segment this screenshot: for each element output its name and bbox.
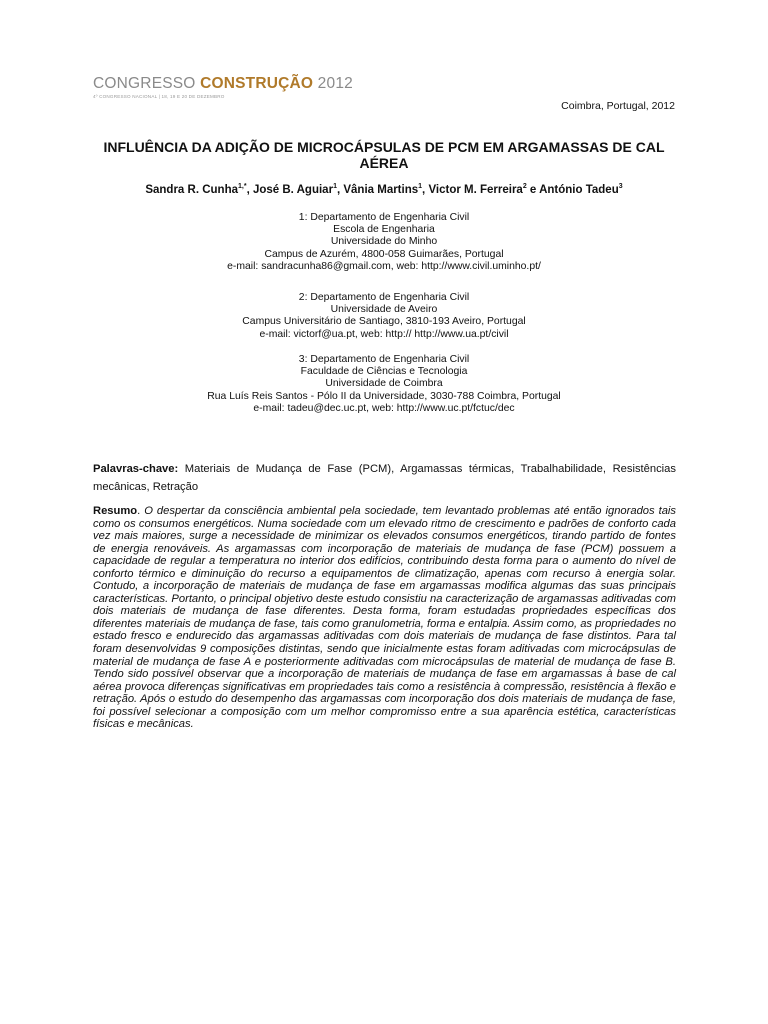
affiliation-dept: 1: Departamento de Engenharia Civil xyxy=(298,212,470,223)
affiliation-contact: e-mail: tadeu@dec.uc.pt, web: http://www.uc.pt/fctuc/dec xyxy=(253,402,515,414)
affiliation-2 xyxy=(60,292,708,341)
location-date: Coimbra, Portugal, 2012 xyxy=(561,100,675,112)
author: Vânia Martins$^1$ xyxy=(343,183,423,196)
affiliation-dept: 3: Departamento de Engenharia Civil xyxy=(298,354,470,365)
author-list: Sandra R. Cunha$^{1,*}$, José B. Aguiar$^1$, Vânia Martins$^1$, Victor M. Ferreira$^2$ e António Tadeu$^3$ xyxy=(145,183,623,196)
affiliation-3 xyxy=(60,354,708,415)
abstract-text: O despertar da consciência ambiental pela sociedade, tem levantado problemas até então ignorados tais como os consumos energéticos. Numa sociedade com um elevado ritmo de crescimento e padrões de conforto cada vez mais maiores, surge a necessidade de minimizar os elevados consumos energéticos, tirando partido de fontes de energia renováveis. As argamassas com incorporação de materiais de mudança de fase (PCM) possuem a capacidade de regular a temperatura no interior dos edifícios, contribuindo desta forma para o aumento do nível de conforto térmico e diminuição do recurso a equipamentos de climatização, apenas com recurso à energia solar. Contudo, a incorporação de materiais de mudança de fase em argamassas modifica algumas das suas principais características. Portanto, o principal objetivo deste estudo consistiu na caracterização de argamassas aditivadas com dois materiais de mudança de fase diferentes. Desta forma, foram estudadas propriedades específicas dos diferentes materiais de mudança de fase, tais como granulometria, forma e entalpia. Assim como, as propriedades no estado fresco e endurecido das argamassas aditivadas com dois materiais de mudança de fase distintos. Para tal foram desenvolvidas 9 composições distintas, sendo que inicialmente estas foram aditivadas com microcápsulas de material de mudança de fase A e posteriormente aditivadas com microcápsulas de material de mudança de fase B. Tendo sido possível observar que a incorporação de materiais de mudança de fase em argamassas à base de cal aérea provoca diferenças significativas em propriedades tais como a resistência à compressão, resistência à flexão e retração. Após o estudo do desempenho das argamassas com incorporação dos dois materiais de mudança de fase, foi possível selecionar a composição com um melhor compromisso entre a sua aparência estética, características físicas e mecânicas. xyxy=(93,505,677,731)
affiliation-address: Rua Luís Reis Santos - Pólo II da Universidade, 3030-788 Coimbra, Portugal xyxy=(207,390,561,402)
affiliation-school: Faculdade de Ciências e Tecnologia xyxy=(300,366,468,378)
keywords-text: Materiais de Mudança de Fase (PCM), Argamassas térmicas, Trabalhabilidade, Resistências mecânicas, Retração xyxy=(93,463,676,493)
author: Sandra R. Cunha$^{1,*}$ xyxy=(145,183,247,196)
keywords-label: Palavras-chave: xyxy=(93,463,179,475)
author: António Tadeu$^3$ xyxy=(539,183,623,196)
author: Victor M. Ferreira$^2$ xyxy=(428,183,527,196)
affiliation-school: Escola de Engenharia xyxy=(333,224,435,236)
abstract-label: Resumo xyxy=(93,505,138,517)
logo-wordmark: CONGRESSO CONSTRUÇÃO 2012 xyxy=(93,75,353,92)
abstract-paragraph: Resumo. O despertar da consciência ambiental pela sociedade, tem levantado problemas até então ignorados tais como os consumos energéticos. Numa sociedade com um elevado ritmo de crescimento e padrões de conforto cada vez mais maiores, surge a necessidade de minimizar os elevados consumos energéticos, tirando partido de fontes de energia renováveis. As argamassas com incorporação de materiais de mudança de fase (PCM) possuem a capacidade de regular a temperatura no interior dos edifícios, contribuindo desta forma para o aumento do nível de conforto térmico e diminuição do recurso a equipamentos de climatização, apenas com recurso à energia solar. Contudo, a incorporação de materiais de mudança de fase em argamassas modifica algumas das suas principais características. Portanto, o principal objetivo deste estudo consistiu na caracterização de argamassas aditivadas com dois materiais de mudança de fase diferentes. Desta forma, foram estudadas propriedades específicas dos diferentes materiais de mudança de fase, tais como granulometria, forma e entalpia. Assim como, as propriedades no estado fresco e endurecido das argamassas aditivadas com dois materiais de mudança de fase distintos. Para tal foram desenvolvidas 9 composições distintas, sendo que inicialmente estas foram aditivadas com microcápsulas de material de mudança de fase A e posteriormente aditivadas com microcápsulas de material de mudança de fase B. Tendo sido possível observar que a incorporação de materiais de mudança de fase em argamassas à base de cal aérea provoca diferenças significativas em propriedades tais como a resistência à compressão, resistência à flexão e retração. Após o estudo do desempenho das argamassas com incorporação dos dois materiais de mudança de fase, foi possível selecionar a composição com um melhor compromisso entre a sua aparência estética, características físicas e mecânicas. xyxy=(93,505,677,731)
author: José B. Aguiar$^1$ xyxy=(252,183,337,196)
affiliation-university: Universidade de Aveiro xyxy=(330,304,438,316)
affiliation-university: Universidade do Minho xyxy=(330,236,438,248)
logo-subtitle: 4º CONGRESSO NACIONAL | 18, 19 E 20 DE DEZEMBRO xyxy=(93,94,225,99)
affiliation-dept: 2: Departamento de Engenharia Civil xyxy=(298,292,470,303)
affiliation-contact: e-mail: sandracunha86@gmail.com, web: http://www.civil.uminho.pt/ xyxy=(227,260,541,272)
affiliation-address: Campus Universitário de Santiago, 3810-193 Aveiro, Portugal xyxy=(242,316,526,328)
keywords-paragraph xyxy=(93,461,676,496)
congress-logo xyxy=(93,76,353,99)
affiliation-address: Campus de Azurém, 4800-058 Guimarães, Portugal xyxy=(264,248,504,260)
paper-title: INFLUÊNCIA DA ADIÇÃO DE MICROCÁPSULAS DE PCM EM ARGAMASSAS DE CAL AÉREA xyxy=(103,139,665,171)
affiliation-1 xyxy=(60,212,708,273)
affiliation-university: Universidade de Coimbra xyxy=(325,378,443,390)
affiliation-contact: e-mail: victorf@ua.pt, web: http:// http://www.ua.pt/civil xyxy=(259,328,509,340)
